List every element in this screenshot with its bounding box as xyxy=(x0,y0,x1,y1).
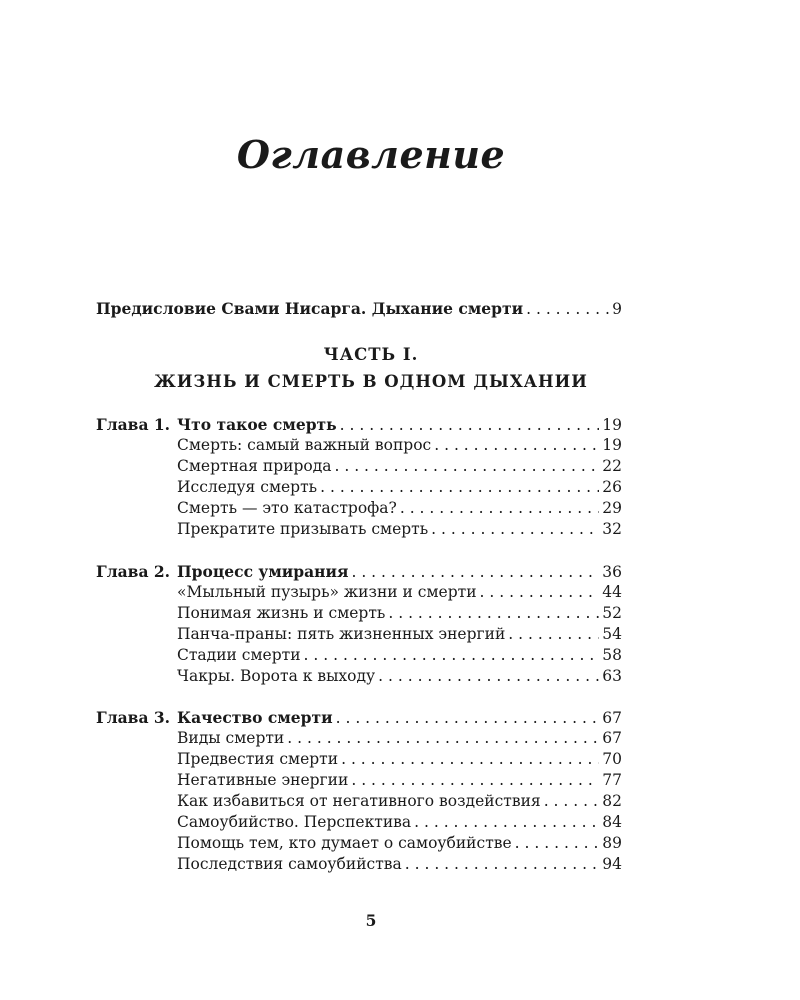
toc-entry-page: 67 xyxy=(602,729,622,747)
toc-entry-page: 63 xyxy=(602,667,622,685)
toc-entry xyxy=(177,791,622,812)
toc-entry-label: Предисловие Свами Нисарга. Дыхание смерти xyxy=(96,299,524,318)
toc-entry-page: 67 xyxy=(602,709,622,727)
toc-entry-page: 58 xyxy=(602,646,622,664)
toc-entry-label: Предвестия смерти xyxy=(177,750,339,768)
chapter-3-label: Глава 3. xyxy=(96,708,171,727)
toc-entry-label: Виды смерти xyxy=(177,729,285,747)
toc-entry-page: 54 xyxy=(602,625,622,643)
toc-entry-label: Исследуя смерть xyxy=(177,478,318,496)
toc-entry-label: Последствия самоубийства xyxy=(177,855,402,873)
dot-leader xyxy=(340,415,600,436)
toc-entry-label: Негативные энергии xyxy=(177,771,349,789)
dot-leader xyxy=(405,854,600,875)
toc-entry-page: 19 xyxy=(602,416,622,434)
chapter-1-heading xyxy=(177,414,622,435)
toc-entry-page: 9 xyxy=(612,300,622,318)
dot-leader xyxy=(388,603,599,624)
toc-entry-label: Смерть: самый важный вопрос xyxy=(177,436,432,454)
dot-leader xyxy=(431,519,599,540)
toc-entry-page: 89 xyxy=(602,834,622,852)
toc-entry-page: 84 xyxy=(602,813,622,831)
dot-leader xyxy=(336,708,600,729)
dot-leader xyxy=(341,749,599,770)
toc-entry-page: 77 xyxy=(602,771,622,789)
toc-entry-label: «Мыльный пузырь» жизни и смерти xyxy=(177,583,477,601)
toc-entry xyxy=(177,519,622,540)
toc-entry xyxy=(177,498,622,519)
toc-entry xyxy=(177,645,622,666)
dot-leader xyxy=(434,435,599,456)
toc-entry-label: Чакры. Ворота к выходу xyxy=(177,667,376,685)
toc-entry xyxy=(177,477,622,498)
toc-entry xyxy=(177,854,622,875)
toc-entry-preface xyxy=(96,298,622,319)
toc-entry-page: 19 xyxy=(602,436,622,454)
toc-entry-page: 52 xyxy=(602,604,622,622)
toc-entry-label: Качество смерти xyxy=(177,708,333,727)
dot-leader xyxy=(335,456,600,477)
dot-leader xyxy=(400,498,599,519)
toc-entry-page: 22 xyxy=(602,457,622,475)
dot-leader xyxy=(320,477,599,498)
page-number: 5 xyxy=(365,911,377,930)
toc-entry-page: 70 xyxy=(602,750,622,768)
dot-leader xyxy=(515,833,600,854)
toc-entry-label: Понимая жизнь и смерть xyxy=(177,604,386,622)
part-title: ЖИЗНЬ И СМЕРТЬ В ОДНОМ ДЫХАНИИ xyxy=(154,372,588,391)
toc-entry xyxy=(177,728,622,749)
chapter-2-heading xyxy=(177,561,622,582)
toc-entry-page: 26 xyxy=(602,478,622,496)
toc-entry xyxy=(177,582,622,603)
toc-entry-page: 29 xyxy=(602,499,622,517)
toc-entry-page: 82 xyxy=(602,792,622,810)
toc-entry-page: 36 xyxy=(602,563,622,581)
toc-entry-label: Самоубийство. Перспектива xyxy=(177,813,412,831)
dot-leader xyxy=(351,770,599,791)
toc-entry xyxy=(177,603,622,624)
toc-entry xyxy=(177,812,622,833)
chapter-3-heading xyxy=(177,707,622,728)
toc-entry-page: 44 xyxy=(602,583,622,601)
dot-leader xyxy=(351,562,599,583)
toc-entry xyxy=(177,770,622,791)
dot-leader xyxy=(304,645,600,666)
chapter-1-label: Глава 1. xyxy=(96,415,171,434)
toc-entry-label: Помощь тем, кто думает о самоубийстве xyxy=(177,834,512,852)
dot-leader xyxy=(378,666,599,687)
toc-entry xyxy=(177,624,622,645)
dot-leader xyxy=(414,812,599,833)
toc-entry xyxy=(177,456,622,477)
toc-entry xyxy=(177,749,622,770)
toc-entry-label: Панча-праны: пять жизненных энергий xyxy=(177,625,506,643)
toc-entry xyxy=(177,666,622,687)
toc-entry-label: Стадии смерти xyxy=(177,646,301,664)
dot-leader xyxy=(480,582,600,603)
page-title: Оглавление xyxy=(236,132,506,177)
toc-entry-label: Смертная природа xyxy=(177,457,332,475)
dot-leader xyxy=(508,624,599,645)
toc-entry xyxy=(177,435,622,456)
dot-leader xyxy=(544,791,600,812)
toc-entry-label: Как избавиться от негативного воздействия xyxy=(177,792,541,810)
toc-entry-page: 94 xyxy=(602,855,622,873)
toc-entry xyxy=(177,833,622,854)
chapter-2-label: Глава 2. xyxy=(96,562,171,581)
toc-entry-label: Смерть — это катастрофа? xyxy=(177,499,397,517)
dot-leader xyxy=(526,299,609,320)
toc-entry-page: 32 xyxy=(602,520,622,538)
toc-entry-label: Что такое смерть xyxy=(177,415,337,434)
toc-entry-label: Прекратите призывать смерть xyxy=(177,520,429,538)
toc-entry-label: Процесс умирания xyxy=(177,562,349,581)
part-number: ЧАСТЬ I. xyxy=(323,345,419,364)
dot-leader xyxy=(287,728,599,749)
